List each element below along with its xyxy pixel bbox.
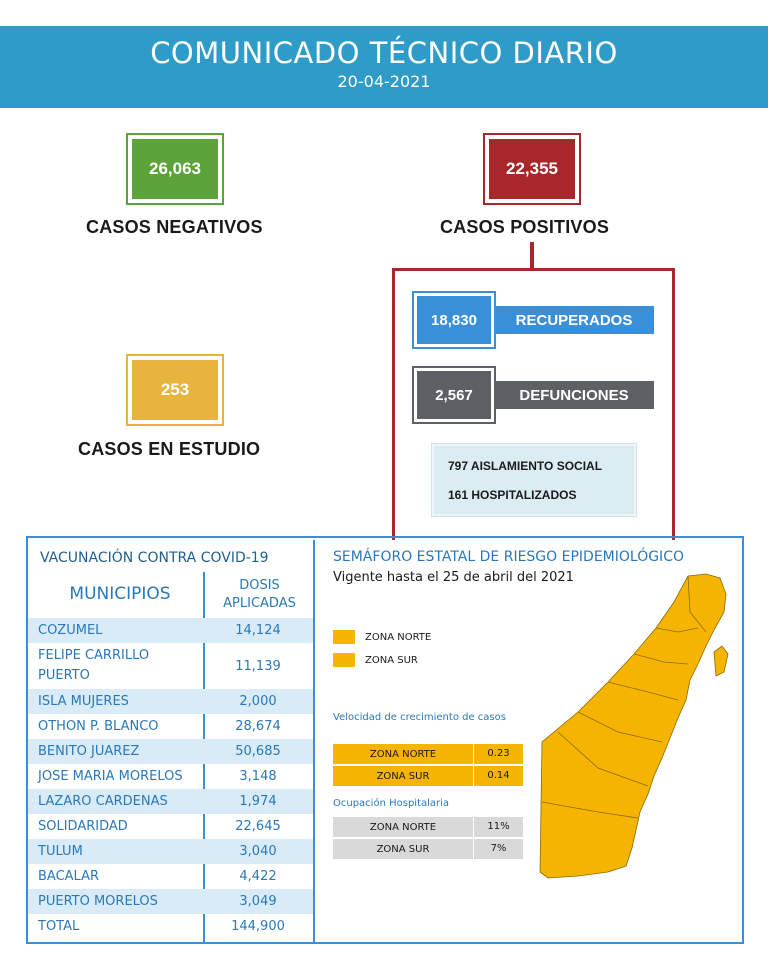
dosis-cell: 28,674 bbox=[235, 719, 281, 734]
recuperados-pill bbox=[414, 297, 654, 343]
table-row bbox=[333, 766, 523, 786]
page-title: COMUNICADO TÉCNICO DIARIO bbox=[150, 36, 618, 70]
aislamiento-box bbox=[432, 444, 636, 516]
municipio-cell: PUERTO MORELOS bbox=[38, 893, 158, 909]
table-row bbox=[333, 839, 523, 859]
municipio-cell: BENITO JUAREZ bbox=[38, 743, 140, 759]
ocupacion-title: Ocupación Hospitalaria bbox=[333, 798, 450, 809]
estudio-label: CASOS EN ESTUDIO bbox=[78, 439, 261, 459]
table-row bbox=[28, 914, 313, 939]
zona-cell: ZONA NORTE bbox=[369, 821, 437, 833]
report-date: 20-04-2021 bbox=[337, 72, 431, 91]
header-municipios: MUNICIPIOS bbox=[69, 584, 171, 604]
dosis-cell: 3,148 bbox=[239, 769, 277, 784]
municipio-cell: TOTAL bbox=[38, 918, 80, 934]
dosis-cell: 3,040 bbox=[239, 844, 277, 859]
positivos-connector bbox=[530, 242, 534, 270]
table-row bbox=[333, 744, 523, 764]
municipio-cell: OTHON P. BLANCO bbox=[38, 718, 159, 734]
defunciones-pill bbox=[414, 372, 654, 418]
table-row bbox=[28, 864, 313, 889]
vacunacion-table bbox=[28, 618, 313, 939]
dosis-cell: 4,422 bbox=[239, 869, 277, 884]
municipio-cell: SOLIDARIDAD bbox=[38, 818, 128, 834]
zona-cell: ZONA NORTE bbox=[369, 748, 437, 760]
table-row bbox=[28, 814, 313, 839]
semaforo-subtitle: Vigente hasta el 25 de abril del 2021 bbox=[333, 570, 574, 585]
municipio-cell: LAZARO CARDENAS bbox=[38, 793, 168, 809]
semaforo-title: SEMÁFORO ESTATAL DE RIESGO EPIDEMIOLÓGICO bbox=[333, 549, 684, 565]
value-cell: 0.23 bbox=[473, 744, 523, 764]
value-cell: 11% bbox=[473, 817, 523, 837]
table-row bbox=[28, 889, 313, 914]
dosis-cell: 2,000 bbox=[239, 694, 277, 709]
municipio-cell: ISLA MUJERES bbox=[38, 693, 129, 709]
table-row bbox=[28, 618, 313, 643]
ocupacion-table bbox=[333, 817, 523, 861]
table-row bbox=[28, 739, 313, 764]
municipio-cell: FELIPE CARRILLO PUERTO bbox=[38, 648, 150, 683]
dosis-cell: 1,974 bbox=[239, 794, 277, 809]
map-state-shape bbox=[540, 574, 726, 878]
panel-divider bbox=[313, 540, 315, 944]
table-row bbox=[28, 789, 313, 814]
dosis-cell: 11,139 bbox=[235, 658, 281, 674]
table-row bbox=[28, 839, 313, 864]
municipio-cell: TULUM bbox=[38, 843, 83, 859]
municipio-cell: JOSE MARIA MORELOS bbox=[38, 768, 183, 784]
vacunacion-title: VACUNACIÓN CONTRA COVID-19 bbox=[40, 550, 269, 566]
quintana-roo-map bbox=[538, 572, 738, 882]
velocidad-title: Velocidad de crecimiento de casos bbox=[333, 712, 506, 723]
aislamiento-text: 797 AISLAMIENTO SOCIAL bbox=[448, 459, 603, 473]
legend-zona-sur bbox=[333, 653, 418, 667]
velocidad-table bbox=[333, 744, 523, 788]
municipio-cell: BACALAR bbox=[38, 868, 100, 884]
defunciones-value: 2,567 bbox=[414, 368, 494, 422]
table-row bbox=[28, 714, 313, 739]
negativos-value: 26,063 bbox=[128, 135, 222, 203]
table-row bbox=[28, 764, 313, 789]
defunciones-label: DEFUNCIONES bbox=[494, 381, 654, 409]
hospitalizados-text: 161 HOSPITALIZADOS bbox=[448, 488, 577, 502]
header-banner bbox=[0, 26, 768, 108]
positivos-label: CASOS POSITIVOS bbox=[440, 217, 610, 237]
estudio-value: 253 bbox=[128, 356, 222, 424]
table-row bbox=[28, 643, 313, 689]
header-dosis: DOSIS APLICADAS bbox=[223, 578, 296, 611]
legend-swatch bbox=[333, 630, 355, 644]
legend-swatch bbox=[333, 653, 355, 667]
dosis-cell: 50,685 bbox=[235, 744, 281, 759]
municipio-cell: COZUMEL bbox=[38, 622, 103, 638]
table-row bbox=[28, 689, 313, 714]
zona-cell: ZONA SUR bbox=[376, 770, 430, 782]
dosis-cell: 144,900 bbox=[231, 919, 285, 934]
table-row bbox=[333, 817, 523, 837]
dosis-cell: 14,124 bbox=[235, 623, 281, 638]
zona-cell: ZONA SUR bbox=[376, 843, 430, 855]
negativos-label: CASOS NEGATIVOS bbox=[86, 217, 263, 237]
value-cell: 0.14 bbox=[473, 766, 523, 786]
legend-label: ZONA SUR bbox=[365, 654, 418, 666]
legend-zona-norte bbox=[333, 630, 431, 644]
recuperados-value: 18,830 bbox=[414, 293, 494, 347]
cozumel-island bbox=[714, 646, 728, 676]
positivos-value: 22,355 bbox=[485, 135, 579, 203]
dosis-cell: 22,645 bbox=[235, 819, 281, 834]
recuperados-label: RECUPERADOS bbox=[494, 306, 654, 334]
legend-label: ZONA NORTE bbox=[365, 631, 432, 643]
value-cell: 7% bbox=[473, 839, 523, 859]
dosis-cell: 3,049 bbox=[239, 894, 277, 909]
